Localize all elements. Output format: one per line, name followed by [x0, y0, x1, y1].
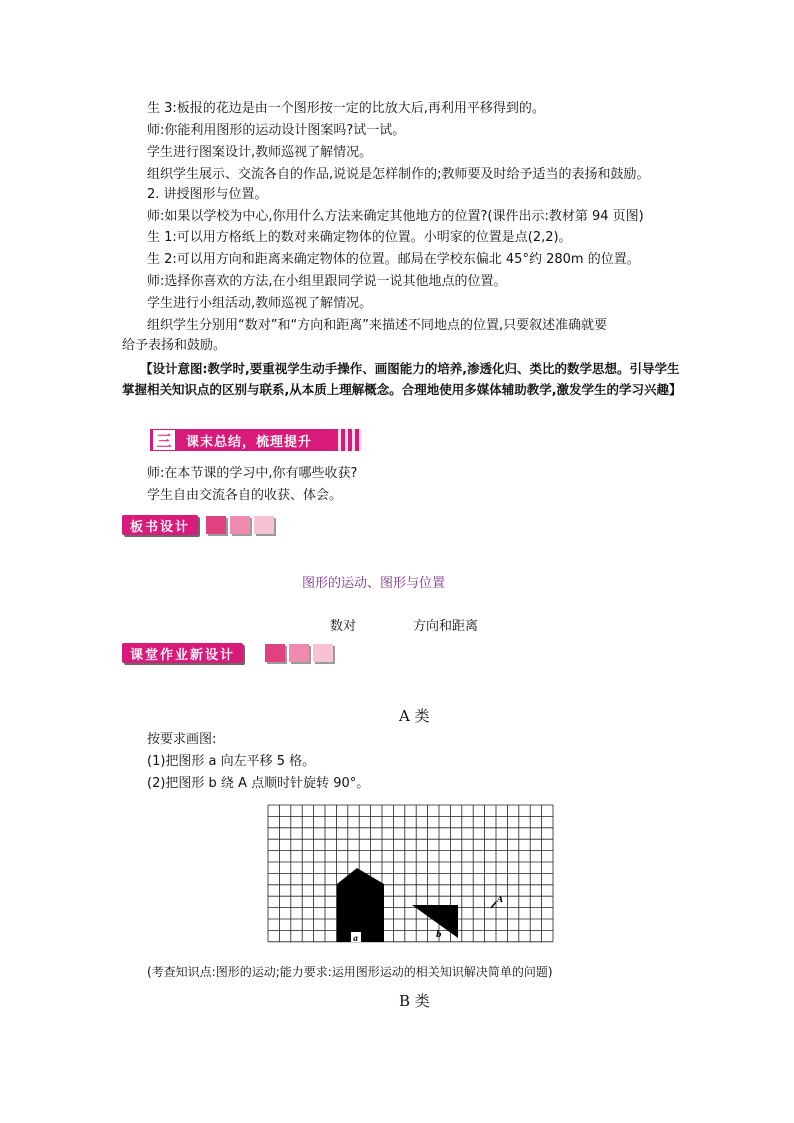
board-item-direction: 方向和距离: [413, 619, 479, 634]
text-line-6: 师:如果以学校为中心,你用什么方法来确定其他地方的位置?(课件出示:教材第 94 页图): [147, 209, 644, 224]
text-line-11: 组织学生分别用“数对”和“方向和距离”来描述不同地点的位置,只要叙述准确就要: [147, 318, 608, 333]
decor-square: [265, 644, 285, 662]
label-A: A: [497, 894, 504, 904]
text-line-8: 生 2:可以用方向和距离来确定物体的位置。邮局在学校东偏北 45°约 280m 的位置。: [147, 252, 640, 267]
board-title: 图形的运动、图形与位置: [302, 576, 446, 591]
text-line-4: 组织学生展示、交流各自的作品,说说是怎样制作的;教师要及时给予适当的表扬和鼓励。: [147, 167, 650, 182]
text-line-12: 给予表扬和鼓励。: [122, 338, 227, 353]
task-1: (1)把图形 a 向左平移 5 格。: [147, 754, 316, 769]
shape-b-triangle: [412, 905, 458, 938]
text-line-2: 师:你能利用图形的运动设计图案吗?试一试。: [147, 123, 406, 138]
shape-a-house: [337, 868, 384, 942]
section-3-banner: [150, 429, 362, 451]
text-line-10: 学生进行小组活动,教师巡视了解情况。: [147, 296, 373, 311]
class-a-heading: A 类: [399, 707, 430, 725]
label-b: b: [436, 929, 442, 939]
label-a: a: [353, 933, 359, 943]
board-design-banner: [122, 514, 274, 536]
grid-figure: [267, 804, 557, 954]
text-line-1: 生 3:板报的花边是由一个图形按一定的比放大后,再利用平移得到的。: [147, 101, 545, 116]
section-number: 三: [152, 429, 176, 451]
decor-square: [313, 644, 333, 662]
text-line-3: 学生进行图案设计,教师巡视了解情况。: [147, 145, 373, 160]
text-line-7: 生 1:可以用方格纸上的数对来确定物体的位置。小明家的位置是点(2,2)。: [147, 230, 572, 245]
point-A-mark: [491, 902, 496, 908]
text-line-5: 2. 讲授图形与位置。: [147, 187, 268, 202]
homework-banner: [122, 642, 333, 664]
banner-stripes: [334, 429, 362, 451]
task-2: (2)把图形 b 绕 A 点顺时针旋转 90°。: [147, 776, 370, 791]
decor-square: [254, 516, 274, 534]
section-title: 课末总结，梳理提升: [186, 434, 313, 450]
summary-line-1: 师:在本节课的学习中,你有哪些收获?: [147, 466, 358, 481]
board-design-label: 板书设计: [122, 515, 198, 535]
design-intent: 【设计意图:教学时,要重视学生动手操作、画图能力的培养,渗透化归、类比的数学思想。引导学生掌握相关知识点的区别与联系,从本质上理解概念。合理地使用多媒体辅助教学,激发学生的学习兴趣】: [122, 361, 682, 397]
board-item-coordinates: 数对: [330, 619, 357, 634]
decor-square: [206, 516, 226, 534]
text-line-9: 师:选择你喜欢的方法,在小组里跟同学说一说其他地点的位置。: [147, 274, 507, 289]
exam-note: (考查知识点:图形的运动;能力要求:运用图形运动的相关知识解决简单的问题): [147, 965, 553, 979]
summary-line-2: 学生自由交流各自的收获、体会。: [147, 488, 343, 503]
class-b-heading: B 类: [399, 992, 430, 1010]
task-intro: 按要求画图:: [147, 732, 217, 747]
grid-lines: [268, 805, 553, 942]
decor-square: [289, 644, 309, 662]
homework-label: 课堂作业新设计: [122, 643, 243, 663]
decor-square: [230, 516, 250, 534]
